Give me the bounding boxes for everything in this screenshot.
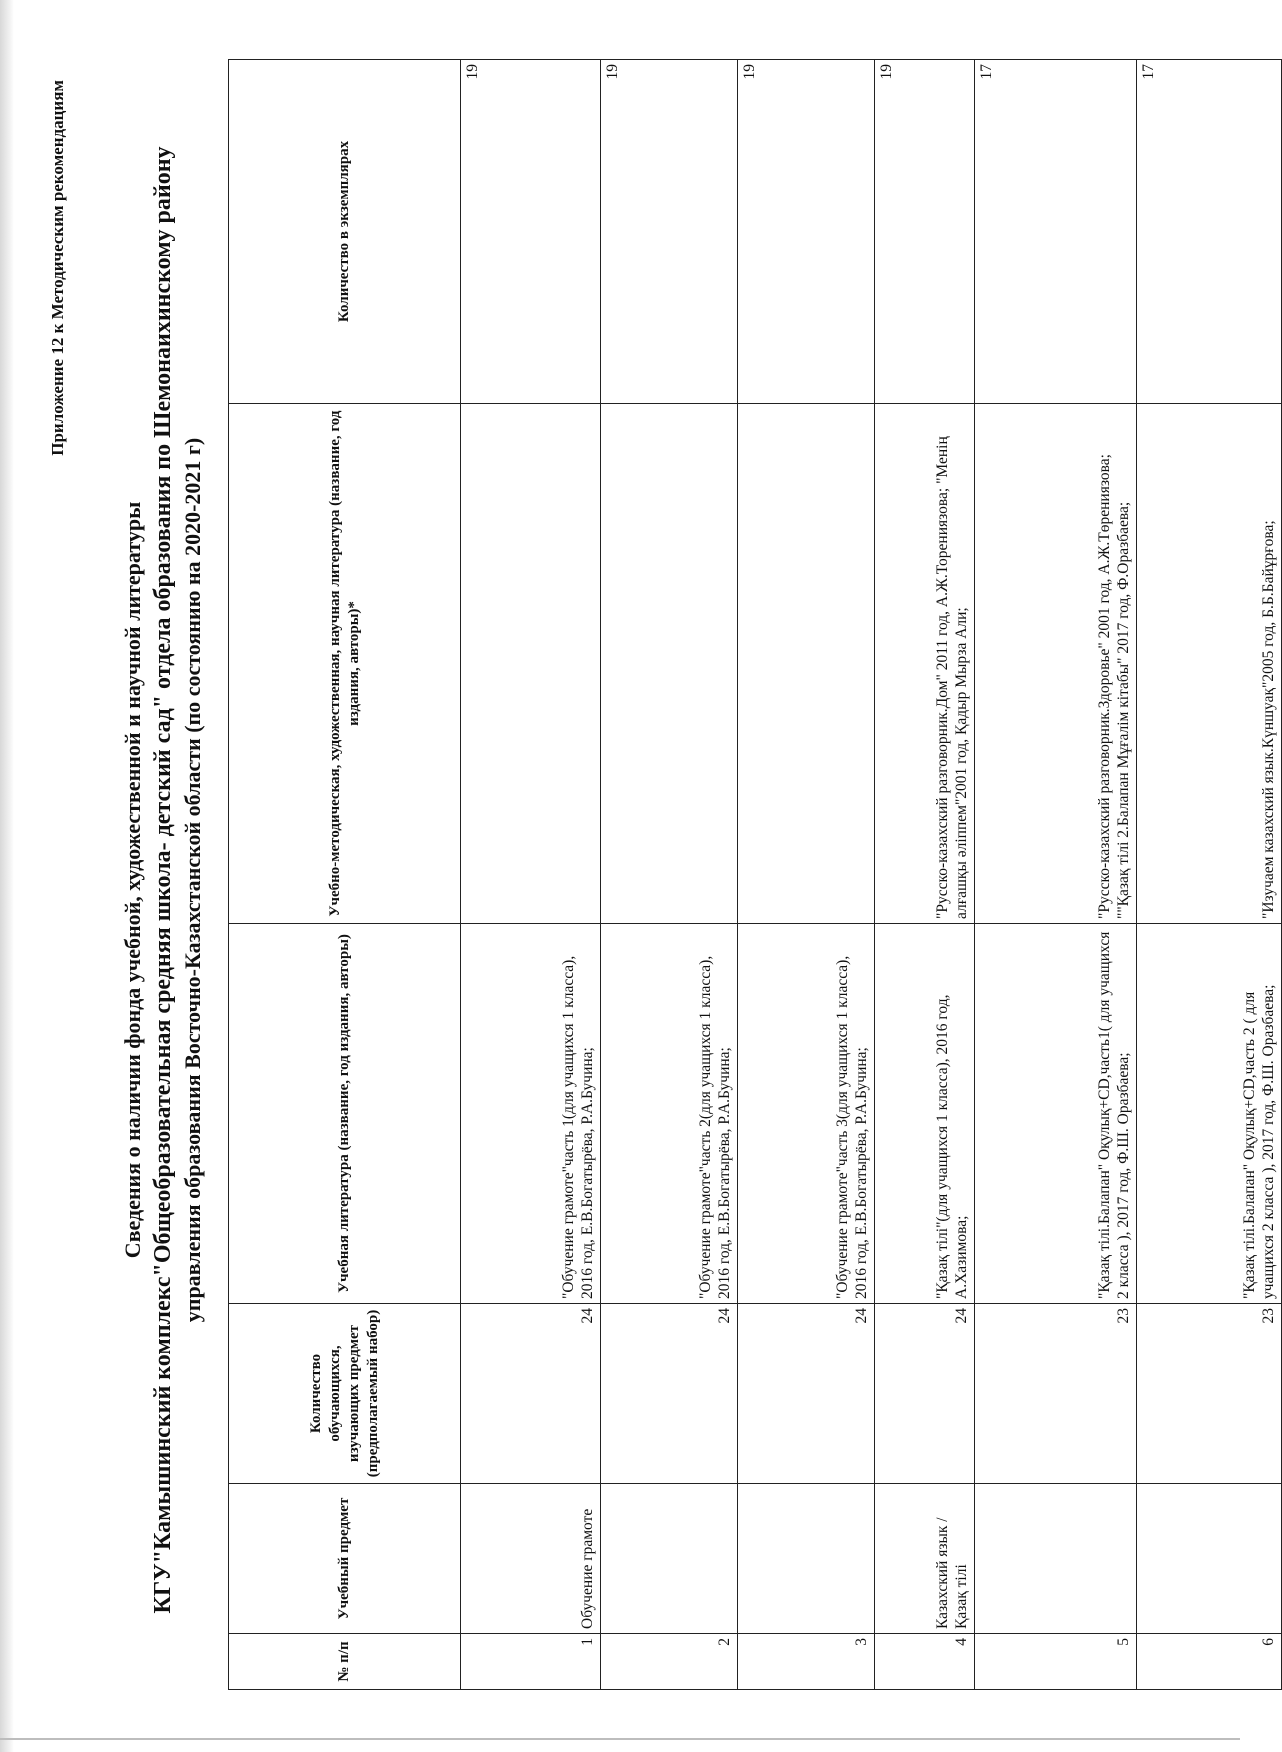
row-students: 23	[1137, 1304, 1282, 1484]
table-row	[875, 60, 975, 1690]
row-students: 24	[601, 1304, 738, 1484]
row-methodical: "Русско-казахский разговорник.Дом" 2011 год, А.Ж.Торениязова; "Менің алғашқы әліппем"2001 год, Қадыр Мырза Али;	[875, 404, 975, 924]
row-subject	[601, 1484, 738, 1634]
row-students: 24	[461, 1304, 601, 1484]
row-number: 1	[461, 1634, 601, 1690]
table-row	[738, 60, 875, 1690]
row-subject	[975, 1484, 1137, 1634]
literature-table	[228, 59, 1282, 1690]
row-methodical	[601, 404, 738, 924]
row-copies: 17	[975, 60, 1137, 404]
table-row	[1137, 60, 1282, 1690]
row-methodical: "Русско-казахский разговорник.Здоровье" 2001 год, А.Ж.Төрениязова; ""Қазақ тілі 2.Балапан Мұғалім кітабы" 2017 год, Ф.Оразбаева;	[975, 404, 1137, 924]
row-copies: 19	[875, 60, 975, 404]
row-subject	[1137, 1484, 1282, 1634]
header-number: № п/п	[229, 1634, 461, 1690]
row-textbook: "Қазақ тілі"(для учащихся 1 класса), 2016 год, А.Хазимова;	[875, 924, 975, 1304]
header-methodical: Учебно-методическая, художественная, научная литература (название, год издания, авторы)*	[229, 404, 461, 924]
table-header-row	[229, 60, 461, 1690]
appendix-note: Приложение 12 к Методическим рекомендациям	[48, 80, 67, 456]
row-students: 24	[738, 1304, 875, 1484]
table-row	[975, 60, 1137, 1690]
scan-bottom-line	[0, 1738, 1240, 1740]
row-number: 4	[875, 1634, 975, 1690]
row-number: 2	[601, 1634, 738, 1690]
scan-edge	[0, 0, 14, 1752]
document-title	[118, 40, 208, 1720]
title-line-2: КГУ"Камышинский комплекс"Общеобразовательная средняя школа- детский сад" отдела образования по Шемонаихинскому району	[150, 146, 176, 1614]
row-copies: 19	[461, 60, 601, 404]
row-copies: 19	[738, 60, 875, 404]
title-line-3: управления образования Восточно-Казахстанской области (по состоянию на 2020-2021 г)	[180, 437, 205, 1323]
header-copies: Количество в экземплярах	[229, 60, 461, 404]
row-methodical	[461, 404, 601, 924]
row-number: 5	[975, 1634, 1137, 1690]
row-textbook: "Обучение грамоте"часть 2(для учащихся 1 класса), 2016 год, Е.В.Богатырёва, Р.А.Бучина;	[601, 924, 738, 1304]
row-students: 23	[975, 1304, 1137, 1484]
table-row	[461, 60, 601, 1690]
header-students: Количество обучающихся, изучающих предмет (предполагаемый набор)	[229, 1304, 461, 1484]
row-subject: Казахский язык /Қазақ тілі	[875, 1484, 975, 1634]
header-subject: Учебный предмет	[229, 1484, 461, 1634]
row-students: 24	[875, 1304, 975, 1484]
row-textbook: "Қазақ тілі.Балапан" Оқулық+CD,часть 2 ( для учащихся 2 класса ), 2017 год, Ф.Ш. Оразбаева;	[1137, 924, 1282, 1304]
row-subject	[738, 1484, 875, 1634]
row-copies: 19	[601, 60, 738, 404]
row-number: 6	[1137, 1634, 1282, 1690]
row-textbook: "Қазақ тілі.Балапан" Оқулық+CD,часть1( для учащихся 2 класса ), 2017 год, Ф.Ш. Оразбаева;	[975, 924, 1137, 1304]
row-textbook: "Обучение грамоте"часть 1(для учащихся 1 класса), 2016 год, Е.В.Богатырёва, Р.А.Бучина;	[461, 924, 601, 1304]
header-textbook: Учебная литература (название, год издания, авторы)	[229, 924, 461, 1304]
row-subject: Обучение грамоте	[461, 1484, 601, 1634]
document-page	[30, 40, 1277, 1720]
row-number: 3	[738, 1634, 875, 1690]
table-row	[601, 60, 738, 1690]
row-copies: 17	[1137, 60, 1282, 404]
row-methodical: "Изучаем казахский язык.Күншуақ"2005 год, Б.Б.Байұрғова;	[1137, 404, 1282, 924]
row-methodical	[738, 404, 875, 924]
title-line-1: Сведения о наличии фонда учебной, художественной и научной литературы	[120, 501, 145, 1259]
row-textbook: "Обучение грамоте"часть 3(для учащихся 1 класса), 2016 год, Е.В.Богатырёва, Р.А.Бучина;	[738, 924, 875, 1304]
